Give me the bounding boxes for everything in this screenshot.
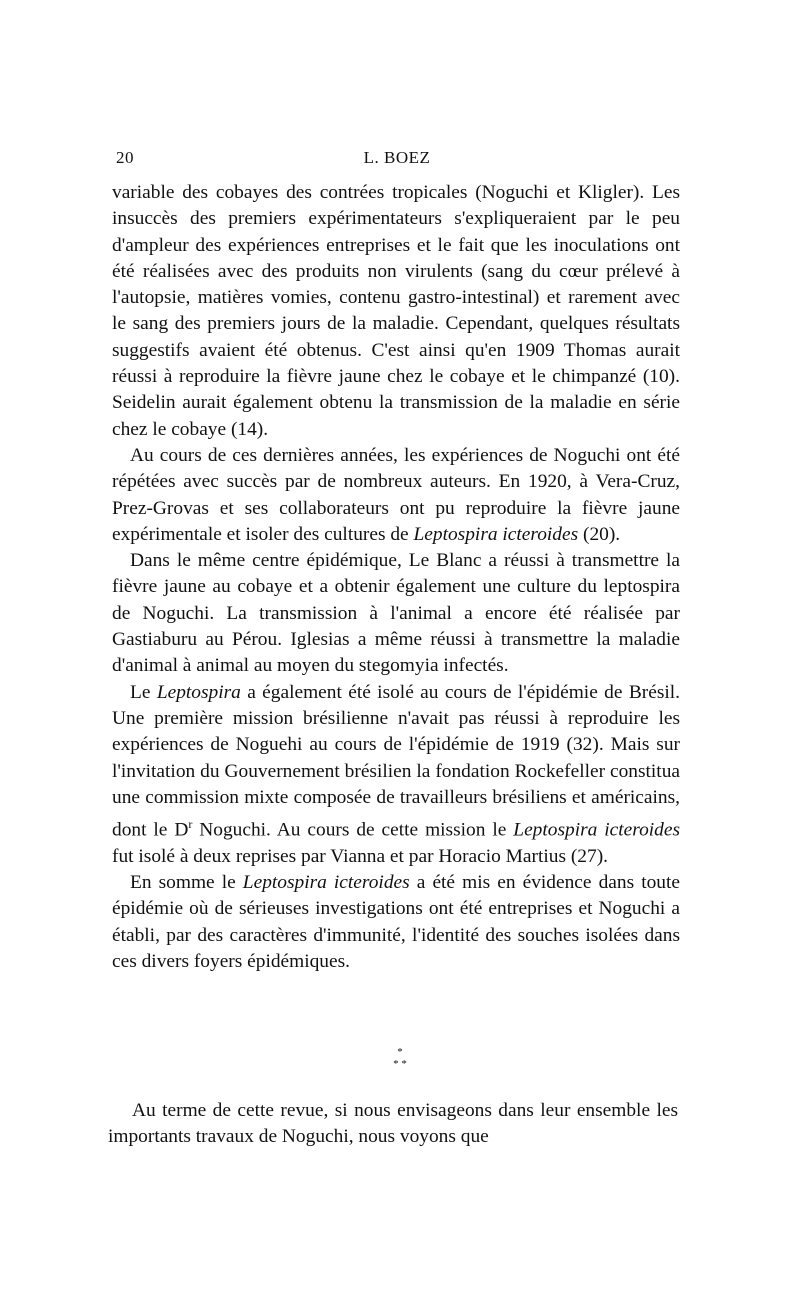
text-segment: Dans le même centre épidémique, Le Blanc a réussi à transmettre la fièvre jaune au cobaye et a obtenir également une culture du leptospira de Noguchi. La transmission à l'animal a encore été réalisée par Gastiaburu au Pérou. Iglesias a même réussi à transmettre la maladie d'animal à animal au moyen du stegomyia infectés. xyxy=(112,550,680,677)
text-segment: variable des cobayes des contrées tropicales (Noguchi et Kligler). Les insuccès des premiers expérimentateurs s'expliqueraient par le peu d'ampleur des expériences entreprises et le fait que les inoculations ont été réalisées avec des produits non virulents (sang du cœur prélevé à l'autopsie, matières vomies, contenu gastro-intestinal) et rarement avec le sang des premiers jours de la maladie. Cependant, quelques résultats suggestifs avaient été obtenus. C'est ainsi qu'en 1909 Thomas aurait réussi à reproduire la fièvre jaune chez le cobaye et le chimpanzé (10). Seidelin aurait également obtenu la transmission de la maladie en série chez le cobaye (14). xyxy=(112,182,680,440)
paragraph xyxy=(112,180,680,443)
paragraph xyxy=(112,443,680,548)
closing-paragraph: Au terme de cette revue, si nous envisageons dans leur ensemble les importants travaux de Noguchi, nous voyons que xyxy=(108,1100,678,1148)
text-segment: Noguchi. Au cours de cette mission le xyxy=(192,819,514,841)
text-segment: a été mis en évidence dans toute épidémie où de sérieuses investigations ont été entreprises et Noguchi a établi, par des caractères d'immunité, l'identité des souches isolées dans ces divers foyers épidémiques. xyxy=(112,872,680,973)
text-segment: a également été isolé au cours de l'épidémie de Brésil. Une première mission brésilienne n'avait pas réussi à reproduire les expériences de Noguehi au cours de l'épidémie de 1919 (32). Mais sur l'invitation du Gouvernement brésilien la fondation Rockefeller constitua une commission mixte composée de travailleurs brésiliens et américains, dont le D xyxy=(112,681,680,841)
page-header xyxy=(116,148,678,176)
text-segment: Au cours de ces dernières années, les expériences de Noguchi ont été répétées avec succès par de nombreux auteurs. En 1920, à Vera-Cruz, Prez-Grovas et ses collaborateurs ont pu reproduire la fièvre jaune expérimentale et isoler des cultures de xyxy=(112,444,680,545)
text-segment: En somme le xyxy=(130,872,243,894)
body-text xyxy=(112,180,680,975)
italic-text: Leptospira icteroides xyxy=(242,872,410,894)
superscript-text: r xyxy=(188,817,193,832)
asterism-bottom: * * xyxy=(393,1058,407,1070)
running-head: L. BOEZ xyxy=(363,148,431,167)
paragraph xyxy=(112,870,680,975)
closing-text xyxy=(108,1098,678,1151)
page-number: 20 xyxy=(116,148,134,167)
italic-text: Leptospira icteroides xyxy=(413,523,579,545)
asterism-top: * xyxy=(397,1046,403,1058)
paragraph xyxy=(112,548,680,679)
italic-text: Leptospira xyxy=(156,681,241,703)
paragraph xyxy=(112,680,680,871)
text-segment: fut isolé à deux reprises par Vianna et par Horacio Martius (27). xyxy=(112,845,609,867)
text-segment: Le xyxy=(130,681,157,703)
italic-text: Leptospira icteroides xyxy=(513,819,680,841)
text-segment: (20). xyxy=(578,523,621,545)
asterism-separator xyxy=(380,1046,420,1076)
